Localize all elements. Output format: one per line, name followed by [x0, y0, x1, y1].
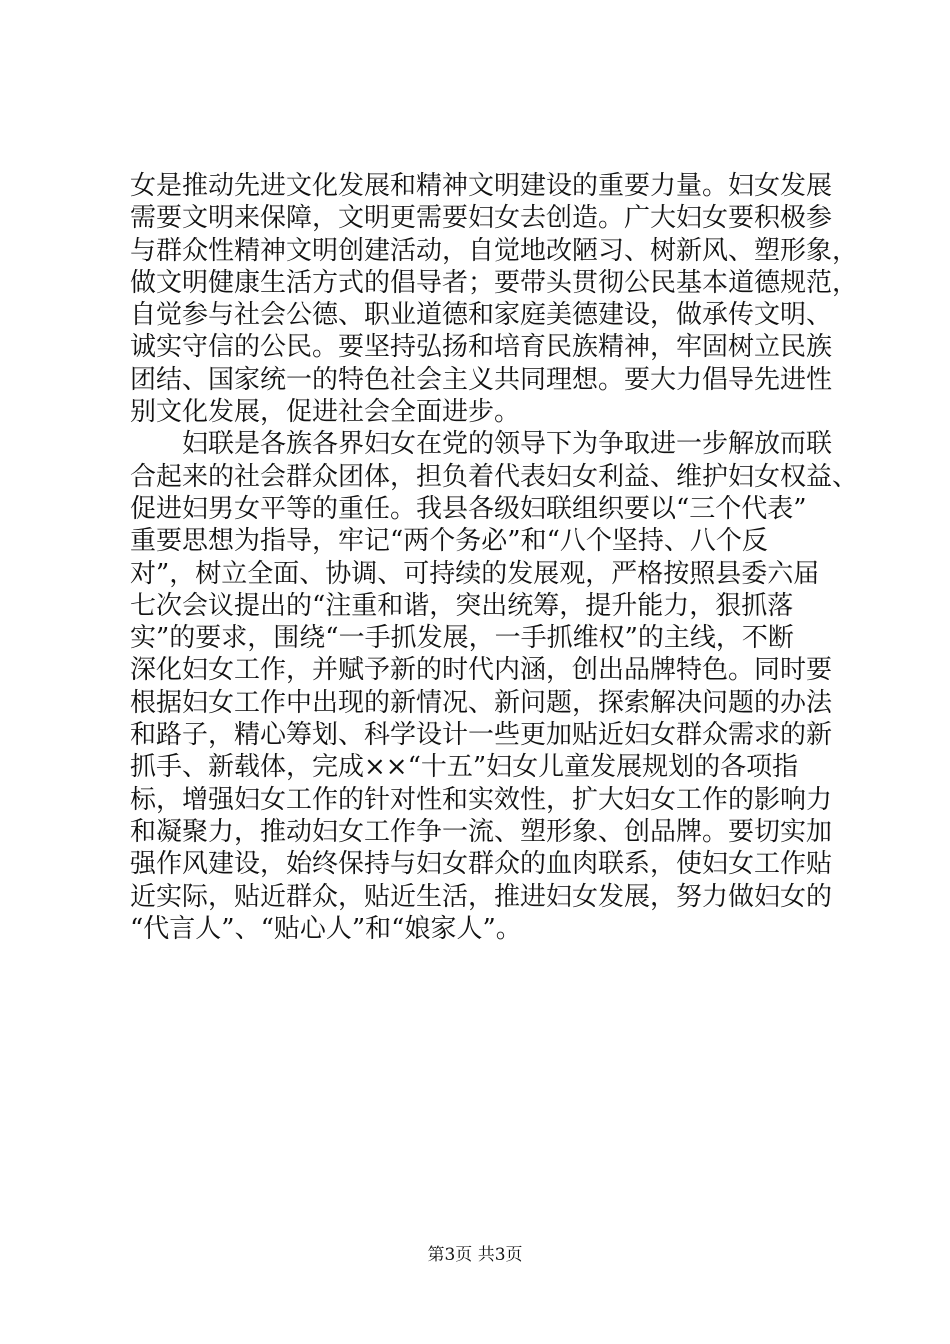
page-number-footer: 第3页 共3页 [427, 1245, 523, 1265]
text-line: 合起来的社会群众团体，担负着代表妇女利益、维护妇女权益、 [130, 461, 859, 492]
document-body [130, 170, 859, 945]
text-line: 促进妇男女平等的重任。我县各级妇联组织要以“三个代表” [130, 493, 807, 524]
text-line: 近实际，贴近群众，贴近生活，推进妇女发展，努力做妇女的 [130, 881, 833, 912]
text-line: 和凝聚力，推动妇女工作争一流、塑形象、创品牌。要切实加 [130, 816, 833, 847]
text-line: “代言人”、“贴心人”和“娘家人”。 [130, 913, 522, 944]
text-line: 根据妇女工作中出现的新情况、新问题，探索解决问题的办法 [130, 687, 833, 718]
text-line: 妇联是各族各界妇女在党的领导下为争取进一步解放而联 [130, 429, 833, 460]
text-line: 深化妇女工作，并赋予新的时代内涵，创出品牌特色。同时要 [130, 655, 833, 686]
text-line: 自觉参与社会公德、职业道德和家庭美德建设，做承传文明、 [130, 300, 833, 331]
text-line: 做文明健康生活方式的倡导者；要带头贯彻公民基本道德规范， [130, 267, 859, 298]
text-line: 七次会议提出的“注重和谐，突出统筹，提升能力，狠抓落 [130, 590, 794, 621]
text-line: 标，增强妇女工作的针对性和实效性，扩大妇女工作的影响力 [130, 784, 833, 815]
text-line: 需要文明来保障，文明更需要妇女去创造。广大妇女要积极参 [130, 203, 833, 234]
text-line: 团结、国家统一的特色社会主义共同理想。要大力倡导先进性 [130, 364, 833, 395]
text-line: 重要思想为指导，牢记“两个务必”和“八个坚持、八个反 [130, 526, 768, 557]
text-line: 抓手、新载体，完成××“十五”妇女儿童发展规划的各项指 [130, 752, 799, 783]
text-line: 与群众性精神文明创建活动，自觉地改陋习、树新风、塑形象， [130, 235, 859, 266]
text-line: 别文化发展，促进社会全面进步。 [130, 397, 521, 428]
text-line: 诚实守信的公民。要坚持弘扬和培育民族精神，牢固树立民族 [130, 332, 833, 363]
text-line: 实”的要求，围绕“一手抓发展，一手抓维权”的主线，不断 [130, 623, 794, 654]
text-line: 和路子，精心筹划、科学设计一些更加贴近妇女群众需求的新 [130, 720, 833, 751]
text-line: 女是推动先进文化发展和精神文明建设的重要力量。妇女发展 [130, 171, 833, 201]
text-line: 强作风建设，始终保持与妇女群众的血肉联系，使妇女工作贴 [130, 849, 833, 880]
text-line: 对”，树立全面、协调、可持续的发展观，严格按照县委六届 [130, 558, 820, 589]
